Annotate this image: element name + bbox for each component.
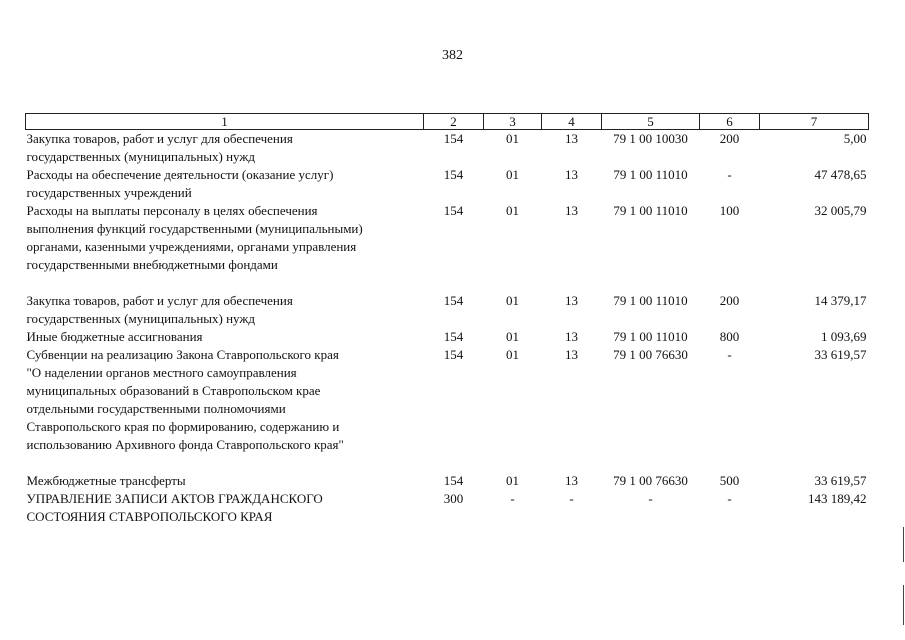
name-line: Иные бюджетные ассигнования xyxy=(26,329,203,344)
table-row xyxy=(26,472,869,490)
amount: 32 005,79 xyxy=(814,203,867,218)
row-name xyxy=(26,130,424,167)
table-row xyxy=(26,130,869,167)
code-col-6: 500 xyxy=(719,473,740,488)
row-name xyxy=(26,166,424,202)
code-col-4: 13 xyxy=(565,329,578,344)
name-line: муниципальных образований в Ставропольском крае xyxy=(26,383,321,398)
name-line: государственных (муниципальных) нужд xyxy=(26,311,255,326)
code-col-6: - xyxy=(727,347,732,362)
code-col-3: 01 xyxy=(506,131,519,146)
scan-edge-line xyxy=(903,527,904,562)
table-row xyxy=(26,328,869,346)
header-col-3: 3 xyxy=(484,114,542,130)
spacer-row xyxy=(26,454,869,472)
code-col-2: 300 xyxy=(443,491,464,506)
code-col-3: 01 xyxy=(506,293,519,308)
code-col-2: 154 xyxy=(443,347,464,362)
name-line: Расходы на обеспечение деятельности (оказание услуг) xyxy=(26,167,334,182)
code-col-2: 154 xyxy=(443,203,464,218)
name-line: "О наделении органов местного самоуправления xyxy=(26,365,297,380)
row-name xyxy=(26,202,424,274)
name-line: Межбюджетные трансферты xyxy=(26,473,186,488)
name-line: СОСТОЯНИЯ СТАВРОПОЛЬСКОГО КРАЯ xyxy=(26,509,273,524)
name-line: выполнения функций государственными (муниципальными) xyxy=(26,221,363,236)
row-name xyxy=(26,490,424,526)
header-col-6: 6 xyxy=(700,114,760,130)
amount: 33 619,57 xyxy=(814,347,867,362)
code-col-4: 13 xyxy=(565,203,578,218)
table-row xyxy=(26,202,869,274)
name-line: УПРАВЛЕНИЕ ЗАПИСИ АКТОВ ГРАЖДАНСКОГО xyxy=(26,491,323,506)
name-line: Субвенции на реализацию Закона Ставропольского края xyxy=(26,347,339,362)
code-col-2: 154 xyxy=(443,167,464,182)
table-row xyxy=(26,490,869,526)
code-col-6: 100 xyxy=(719,203,740,218)
code-col-2: 154 xyxy=(443,329,464,344)
name-line: органами, казенными учреждениями, органами управления xyxy=(26,239,357,254)
budget-table xyxy=(25,113,869,526)
code-col-4: 13 xyxy=(565,167,578,182)
scan-edge-line xyxy=(903,585,904,625)
code-col-5: 79 1 00 11010 xyxy=(613,293,688,308)
code-col-3: 01 xyxy=(506,473,519,488)
code-col-3: 01 xyxy=(506,167,519,182)
code-col-3: 01 xyxy=(506,347,519,362)
code-col-2: 154 xyxy=(443,131,464,146)
code-col-5: 79 1 00 76630 xyxy=(613,473,688,488)
name-line: государственных учреждений xyxy=(26,185,192,200)
amount: 14 379,17 xyxy=(814,293,867,308)
code-col-3: 01 xyxy=(506,329,519,344)
header-col-4: 4 xyxy=(542,114,602,130)
table-row xyxy=(26,166,869,202)
table-row xyxy=(26,292,869,328)
row-name xyxy=(26,346,424,454)
code-col-5: 79 1 00 11010 xyxy=(613,167,688,182)
code-col-5: 79 1 00 11010 xyxy=(613,203,688,218)
code-col-2: 154 xyxy=(443,473,464,488)
spacer-cell xyxy=(26,274,869,292)
row-name xyxy=(26,292,424,328)
amount: 1 093,69 xyxy=(821,329,867,344)
code-col-5: 79 1 00 10030 xyxy=(613,131,688,146)
name-line: Ставропольского края по формированию, содержанию и xyxy=(26,419,340,434)
amount: 143 189,42 xyxy=(808,491,867,506)
code-col-6: - xyxy=(727,167,732,182)
code-col-6: - xyxy=(727,491,732,506)
code-col-4: 13 xyxy=(565,131,578,146)
amount: 33 619,57 xyxy=(814,473,867,488)
name-line: Закупка товаров, работ и услуг для обеспечения xyxy=(26,131,293,146)
code-col-4: 13 xyxy=(565,473,578,488)
header-row xyxy=(26,114,869,130)
code-col-6: 200 xyxy=(719,131,740,146)
code-col-2: 154 xyxy=(443,293,464,308)
name-line: использованию Архивного фонда Ставропольского края" xyxy=(26,437,344,452)
page-number: 382 xyxy=(442,48,463,63)
code-col-5: 79 1 00 76630 xyxy=(613,347,688,362)
name-line: государственных (муниципальных) нужд xyxy=(26,149,255,164)
code-col-4: 13 xyxy=(565,293,578,308)
name-line: отдельными государственными полномочиями xyxy=(26,401,286,416)
row-name xyxy=(26,328,424,346)
header-col-1: 1 xyxy=(26,114,424,130)
spacer-row xyxy=(26,274,869,292)
code-col-4: 13 xyxy=(565,347,578,362)
header-col-7: 7 xyxy=(760,114,869,130)
header-col-5: 5 xyxy=(602,114,700,130)
code-col-3: 01 xyxy=(506,203,519,218)
code-col-6: 200 xyxy=(719,293,740,308)
code-col-5: 79 1 00 11010 xyxy=(613,329,688,344)
code-col-6: 800 xyxy=(719,329,740,344)
spacer-cell xyxy=(26,454,869,472)
name-line: Закупка товаров, работ и услуг для обеспечения xyxy=(26,293,293,308)
code-col-4: - xyxy=(569,491,574,506)
name-line: Расходы на выплаты персоналу в целях обеспечения xyxy=(26,203,318,218)
name-line: государственными внебюджетными фондами xyxy=(26,257,278,272)
row-name xyxy=(26,472,424,490)
code-col-3: - xyxy=(510,491,515,506)
amount: 5,00 xyxy=(843,131,867,146)
table-row xyxy=(26,346,869,454)
header-col-2: 2 xyxy=(424,114,484,130)
code-col-5: - xyxy=(648,491,653,506)
amount: 47 478,65 xyxy=(814,167,867,182)
